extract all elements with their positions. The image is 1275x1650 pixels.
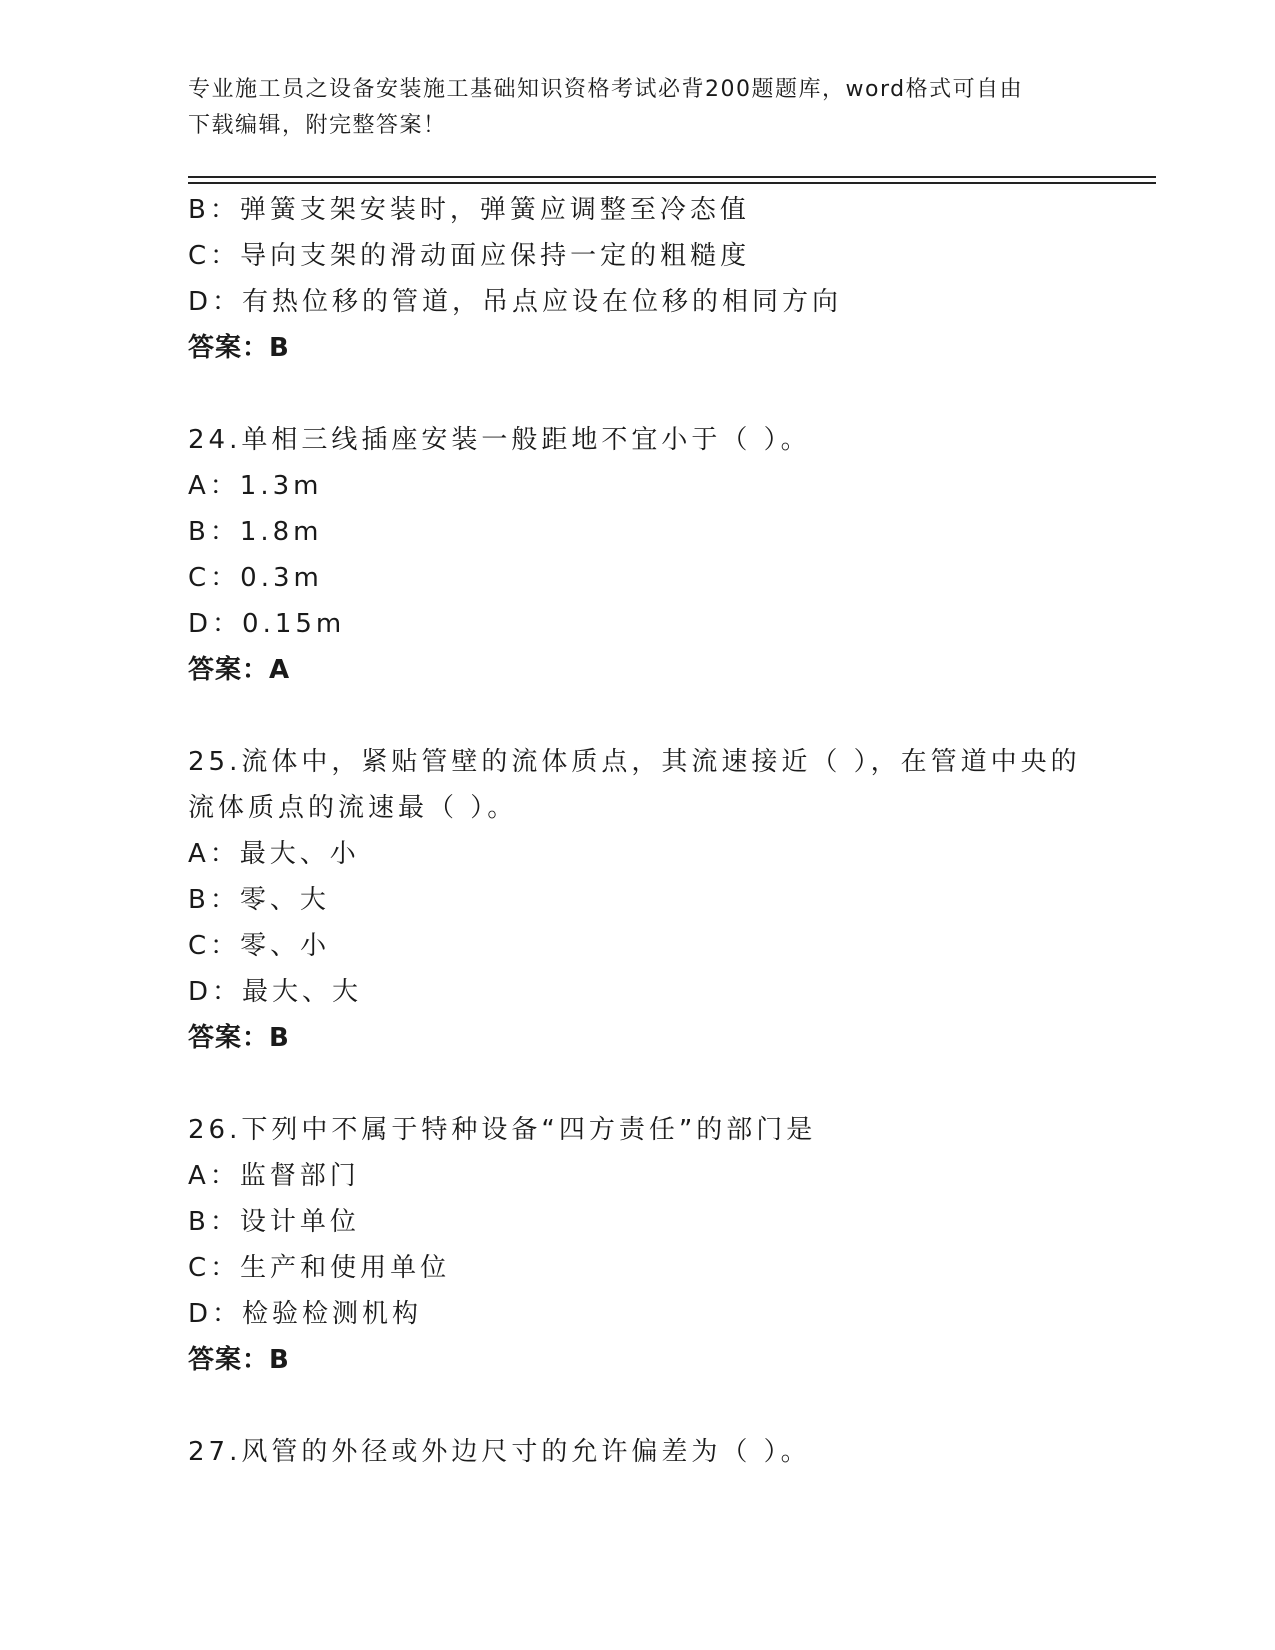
option-c: C：导向支架的滑动面应保持一定的粗糙度 xyxy=(188,241,751,271)
option-d: D：有热位移的管道，吊点应设在位移的相同方向 xyxy=(188,287,843,317)
option-b: B：设计单位 xyxy=(188,1207,360,1237)
option-a: A：最大、小 xyxy=(188,839,360,869)
document-header xyxy=(188,72,1088,144)
option-c: C：生产和使用单位 xyxy=(188,1253,451,1283)
question-text: 26.下列中不属于特种设备“四方责任”的部门是 xyxy=(188,1115,817,1145)
answer: 答案：B xyxy=(188,333,290,363)
header-divider-bottom xyxy=(188,182,1156,184)
question-24 xyxy=(188,417,1148,693)
option-b: B：1.8m xyxy=(188,517,323,547)
header-line-2: 下载编辑，附完整答案！ xyxy=(188,113,447,138)
question-27 xyxy=(188,1429,1148,1475)
option-d: D：0.15m xyxy=(188,609,346,639)
option-d: D：检验检测机构 xyxy=(188,1299,423,1329)
option-b: B：零、大 xyxy=(188,885,330,915)
answer: 答案：B xyxy=(188,1023,290,1053)
question-26 xyxy=(188,1107,1148,1383)
header-line-1: 专业施工员之设备安装施工基础知识资格考试必背200题题库，word格式可自由 xyxy=(188,77,1024,102)
question-list xyxy=(188,187,1148,1475)
option-b: B：弹簧支架安装时，弹簧应调整至冷态值 xyxy=(188,195,750,225)
option-a: A：1.3m xyxy=(188,471,323,501)
question-text: 24.单相三线插座安装一般距地不宜小于（ ）。 xyxy=(188,425,811,455)
answer: 答案：B xyxy=(188,1345,290,1375)
answer: 答案：A xyxy=(188,655,291,685)
question-text: 27.风管的外径或外边尺寸的允许偏差为（ ）。 xyxy=(188,1437,811,1467)
question-text: 25.流体中，紧贴管壁的流体质点，其流速接近（ ），在管道中央的 xyxy=(188,747,1081,777)
option-c: C：0.3m xyxy=(188,563,323,593)
option-a: A：监督部门 xyxy=(188,1161,360,1191)
question-23 xyxy=(188,187,1148,371)
question-text-continued: 流体质点的流速最（ ）。 xyxy=(188,793,518,823)
header-divider-top xyxy=(188,176,1156,178)
option-d: D：最大、大 xyxy=(188,977,363,1007)
question-25 xyxy=(188,739,1148,1061)
option-c: C：零、小 xyxy=(188,931,331,961)
